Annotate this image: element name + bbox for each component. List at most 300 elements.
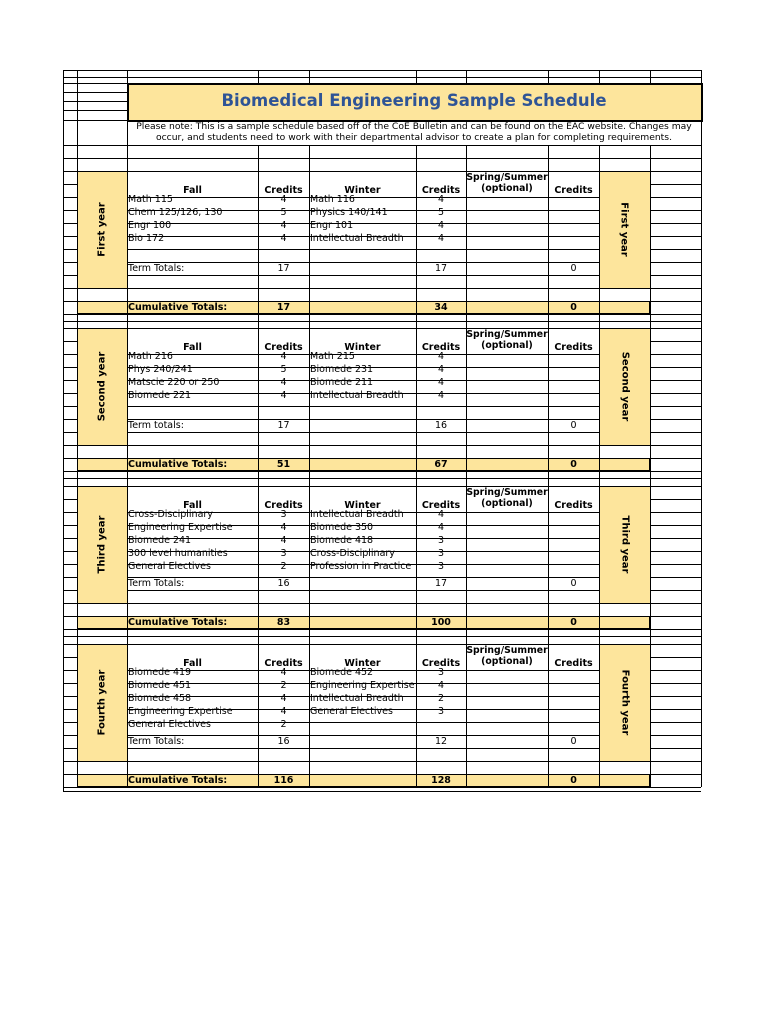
grid-line xyxy=(650,328,701,329)
grid-line xyxy=(548,629,549,644)
grid-line xyxy=(63,197,77,198)
grid-line xyxy=(650,236,701,237)
header-credits: Credits xyxy=(264,342,303,353)
winter-course: Biomede 452 xyxy=(310,667,374,678)
fall-course: General Electives xyxy=(128,561,211,572)
fall-course: Phys 240/241 xyxy=(128,364,193,375)
grid-line xyxy=(416,471,417,486)
header-winter: Winter xyxy=(344,185,381,196)
year-label-text: Third year xyxy=(619,515,631,574)
grid-line xyxy=(650,354,701,355)
grid-line xyxy=(63,101,127,102)
winter-course: Engr 101 xyxy=(310,220,354,231)
winter-course xyxy=(310,718,415,731)
term-total-fall: 17 xyxy=(277,420,290,431)
term-totals-label: Term Totals: xyxy=(128,263,185,274)
fall-course: 300 level humanities xyxy=(128,548,228,559)
fall-credits: 4 xyxy=(280,194,287,205)
term-total-fall: 16 xyxy=(277,578,290,589)
winter-credits: 4 xyxy=(437,377,445,388)
winter-course: Biomede 418 xyxy=(310,535,374,546)
year-label-text: Second year xyxy=(96,351,108,422)
grid-line xyxy=(650,761,651,787)
year-label-left xyxy=(77,644,127,761)
grid-line xyxy=(650,288,651,314)
schedule-sheet xyxy=(63,70,701,791)
grid-line xyxy=(650,445,651,471)
grid-line xyxy=(650,249,701,250)
cumulative-label: Cumulative Totals: xyxy=(128,302,228,313)
cumulative-fall: 83 xyxy=(276,617,291,628)
grid-line xyxy=(63,314,701,315)
grid-line xyxy=(63,236,77,237)
grid-line xyxy=(650,657,701,658)
grid-line xyxy=(63,471,701,472)
grid-line xyxy=(127,314,128,328)
winter-credits: 4 xyxy=(437,351,445,362)
grid-line xyxy=(63,223,77,224)
grid-line xyxy=(63,657,77,658)
grid-line xyxy=(63,670,77,671)
grid-line xyxy=(650,70,651,83)
winter-credits: 3 xyxy=(437,667,445,678)
grid-line xyxy=(77,70,78,171)
grid-line xyxy=(63,791,701,792)
grid-line xyxy=(650,709,701,710)
grid-line xyxy=(650,314,651,328)
fall-course: Biomede 451 xyxy=(128,680,192,691)
grid-line xyxy=(63,538,77,539)
grid-line xyxy=(63,92,127,93)
grid-line xyxy=(127,145,128,171)
grid-line xyxy=(127,748,599,749)
winter-credits: 4 xyxy=(437,194,445,205)
disclaimer-note: Please note: This is a sample schedule based off of the CoE Bulletin and can be found on the EAC website. Changes may occur, and students need to work with their departmental advisor to create a plan for completing requirements. xyxy=(136,121,692,143)
grid-line xyxy=(650,393,701,394)
grid-line xyxy=(650,670,701,671)
grid-line xyxy=(309,471,310,486)
grid-line xyxy=(650,145,651,171)
grid-line xyxy=(309,314,310,328)
winter-course xyxy=(310,245,415,258)
cumulative-spring: 0 xyxy=(570,302,577,313)
fall-course xyxy=(128,402,257,415)
grid-line xyxy=(63,499,77,500)
grid-line xyxy=(650,380,701,381)
grid-line xyxy=(548,145,549,171)
cumulative-winter: 67 xyxy=(434,459,448,470)
fall-credits: 4 xyxy=(280,535,287,546)
header-fall: Fall xyxy=(183,500,202,511)
grid-line xyxy=(63,478,701,479)
grid-line xyxy=(599,629,600,644)
winter-course: Biomede 211 xyxy=(310,377,374,388)
grid-line xyxy=(650,722,701,723)
term-total-winter: 17 xyxy=(434,578,448,589)
grid-line xyxy=(127,471,128,486)
grid-line xyxy=(701,83,702,171)
fall-credits: 2 xyxy=(280,680,287,691)
grid-line xyxy=(63,551,77,552)
year-label-left xyxy=(77,171,127,288)
grid-line xyxy=(701,288,702,314)
grid-line xyxy=(548,70,549,83)
grid-line xyxy=(650,644,651,761)
fall-course: Engr 100 xyxy=(128,220,172,231)
grid-line xyxy=(63,393,77,394)
cumulative-label: Cumulative Totals: xyxy=(128,459,228,470)
grid-line xyxy=(63,354,77,355)
cumulative-fall: 116 xyxy=(273,775,294,786)
grid-line xyxy=(63,77,701,78)
grid-line xyxy=(650,471,651,486)
grid-line xyxy=(650,735,701,736)
cumulative-fall: 17 xyxy=(276,302,291,313)
header-winter: Winter xyxy=(344,500,381,511)
fall-credits: 4 xyxy=(280,220,287,231)
grid-line xyxy=(63,328,77,329)
grid-line xyxy=(650,406,701,407)
fall-credits: 5 xyxy=(280,364,287,375)
grid-line xyxy=(650,197,701,198)
grid-line xyxy=(63,249,77,250)
grid-line xyxy=(416,145,417,171)
winter-credits xyxy=(417,402,465,415)
year-label-text: Third year xyxy=(96,515,108,574)
header-fall: Fall xyxy=(183,658,202,669)
grid-line xyxy=(599,314,600,328)
fall-course: Bio 172 xyxy=(128,233,165,244)
grid-line xyxy=(63,419,77,420)
grid-line xyxy=(63,275,77,276)
year-label-right xyxy=(599,486,650,603)
grid-line xyxy=(63,262,77,263)
cumulative-label: Cumulative Totals: xyxy=(128,617,228,628)
winter-credits: 4 xyxy=(437,509,445,520)
fall-course: Cross-Disciplinary xyxy=(128,509,213,520)
grid-line xyxy=(63,110,127,111)
grid-line xyxy=(127,432,599,433)
year-label-right xyxy=(599,644,650,761)
grid-line xyxy=(650,486,651,603)
winter-course: Math 116 xyxy=(310,194,355,205)
winter-course: Biomede 350 xyxy=(310,522,374,533)
grid-line xyxy=(63,629,701,630)
grid-line xyxy=(650,538,701,539)
winter-course xyxy=(310,402,415,415)
grid-line xyxy=(63,696,77,697)
grid-line xyxy=(63,577,77,578)
grid-line xyxy=(63,486,77,487)
header-spring: Spring/Summer (optional) xyxy=(466,645,548,667)
term-totals-label: Term Totals: xyxy=(128,736,185,747)
grid-line xyxy=(650,590,701,591)
grid-line xyxy=(701,603,702,629)
winter-course: Intellectual Breadth xyxy=(310,390,404,401)
grid-line xyxy=(701,445,702,471)
grid-line xyxy=(650,367,701,368)
grid-line xyxy=(63,171,77,172)
grid-line xyxy=(63,210,77,211)
winter-course: Math 215 xyxy=(310,351,355,362)
grid-line xyxy=(599,70,600,83)
winter-course: Profession in Practice xyxy=(310,561,412,572)
term-total-spring: 0 xyxy=(570,736,577,747)
winter-course: General Electives xyxy=(310,706,393,717)
fall-credits: 2 xyxy=(280,561,287,572)
cumulative-spring: 0 xyxy=(570,617,577,628)
grid-line xyxy=(63,406,77,407)
grid-line xyxy=(63,321,701,322)
grid-line xyxy=(63,590,77,591)
winter-credits: 4 xyxy=(437,680,445,691)
header-credits: Credits xyxy=(421,342,461,353)
grid-line xyxy=(63,644,77,645)
winter-credits: 2 xyxy=(437,693,445,704)
grid-line xyxy=(63,603,701,604)
grid-line xyxy=(77,629,78,644)
winter-course: Intellectual Breadth xyxy=(310,233,404,244)
grid-line xyxy=(258,314,259,328)
header-winter: Winter xyxy=(344,342,381,353)
grid-line xyxy=(77,314,78,328)
term-totals-label: Term Totals: xyxy=(128,578,185,589)
term-totals-label: Term totals: xyxy=(128,420,184,431)
grid-line xyxy=(548,314,549,328)
grid-line xyxy=(701,314,702,328)
winter-credits: 3 xyxy=(437,706,445,717)
header-credits: Credits xyxy=(554,658,593,669)
grid-line xyxy=(650,525,701,526)
grid-line xyxy=(650,275,701,276)
fall-credits xyxy=(259,245,308,258)
winter-course: Physics 140/141 xyxy=(310,207,388,218)
term-total-winter: 12 xyxy=(434,736,448,747)
fall-credits: 4 xyxy=(280,377,287,388)
term-total-winter: 17 xyxy=(434,263,448,274)
winter-credits: 4 xyxy=(437,522,445,533)
year-label-left xyxy=(77,486,127,603)
year-label-text: First year xyxy=(619,202,631,257)
fall-credits: 4 xyxy=(280,351,287,362)
header-spring: Spring/Summer (optional) xyxy=(466,329,548,351)
grid-line xyxy=(416,629,417,644)
fall-course: Biomede 419 xyxy=(128,667,192,678)
year-label-right xyxy=(599,328,650,445)
term-total-fall: 17 xyxy=(277,263,290,274)
grid-line xyxy=(63,145,701,146)
grid-line xyxy=(309,145,310,171)
grid-line xyxy=(701,761,702,787)
winter-credits: 4 xyxy=(437,390,445,401)
grid-line xyxy=(63,367,77,368)
cumulative-spring: 0 xyxy=(570,775,577,786)
fall-credits: 5 xyxy=(280,207,287,218)
grid-line xyxy=(416,70,417,83)
header-fall: Fall xyxy=(183,185,202,196)
fall-credits: 4 xyxy=(280,522,287,533)
grid-line xyxy=(650,419,701,420)
year-label-text: Fourth year xyxy=(96,669,108,736)
grid-line xyxy=(650,577,701,578)
fall-credits: 2 xyxy=(280,719,287,730)
grid-line xyxy=(63,636,701,637)
grid-line xyxy=(309,70,310,83)
winter-course: Intellectual Breadth xyxy=(310,509,404,520)
grid-line xyxy=(63,761,701,762)
fall-course: Biomede 241 xyxy=(128,535,192,546)
fall-course: General Electives xyxy=(128,719,211,730)
year-label-text: Fourth year xyxy=(619,669,630,736)
grid-line xyxy=(650,564,701,565)
grid-line xyxy=(650,696,701,697)
grid-line xyxy=(63,787,701,788)
grid-line xyxy=(466,314,467,328)
winter-credits: 3 xyxy=(437,548,445,559)
winter-credits: 3 xyxy=(437,535,445,546)
fall-course: Math 115 xyxy=(128,194,173,205)
grid-line xyxy=(63,288,701,289)
grid-line xyxy=(466,471,467,486)
fall-credits: 4 xyxy=(280,233,287,244)
term-total-spring: 0 xyxy=(570,420,577,431)
winter-credits: 4 xyxy=(437,233,445,244)
fall-credits: 4 xyxy=(280,706,287,717)
grid-line xyxy=(650,683,701,684)
fall-course: Engineering Expertise xyxy=(128,522,233,533)
fall-course: Chem 125/126, 130 xyxy=(128,207,223,218)
grid-line xyxy=(63,709,77,710)
winter-credits: 4 xyxy=(437,220,445,231)
grid-line xyxy=(650,629,651,644)
winter-course: Cross-Disciplinary xyxy=(310,548,395,559)
grid-line xyxy=(650,512,701,513)
header-credits: Credits xyxy=(264,658,303,669)
cumulative-fall: 51 xyxy=(276,459,291,470)
term-total-fall: 16 xyxy=(277,736,290,747)
grid-line xyxy=(258,471,259,486)
cumulative-spring: 0 xyxy=(570,459,577,470)
grid-line xyxy=(258,145,259,171)
grid-line xyxy=(650,603,651,629)
fall-course: Math 216 xyxy=(128,351,173,362)
grid-line xyxy=(650,644,701,645)
grid-line xyxy=(466,70,467,83)
grid-line xyxy=(63,184,77,185)
fall-credits: 4 xyxy=(280,390,287,401)
grid-line xyxy=(548,471,549,486)
fall-credits xyxy=(259,402,308,415)
fall-credits: 4 xyxy=(280,667,287,678)
grid-line xyxy=(63,158,701,159)
grid-line xyxy=(650,223,701,224)
term-total-spring: 0 xyxy=(570,263,577,274)
grid-line xyxy=(309,629,310,644)
header-credits: Credits xyxy=(421,185,461,196)
grid-line xyxy=(650,551,701,552)
grid-line xyxy=(650,184,701,185)
grid-line xyxy=(650,432,701,433)
grid-line xyxy=(63,564,77,565)
grid-line xyxy=(650,499,701,500)
grid-line xyxy=(63,445,701,446)
year-label-left xyxy=(77,328,127,445)
winter-credits: 5 xyxy=(437,207,445,218)
grid-line xyxy=(650,171,701,172)
grid-line xyxy=(701,70,702,83)
grid-line xyxy=(416,314,417,328)
winter-credits xyxy=(417,245,465,258)
winter-credits: 4 xyxy=(437,364,445,375)
grid-line xyxy=(701,471,702,486)
winter-course: Engineering Expertise xyxy=(310,680,415,691)
grid-line xyxy=(63,512,77,513)
grid-line xyxy=(258,629,259,644)
header-credits: Credits xyxy=(421,658,461,669)
grid-line xyxy=(466,145,467,171)
cumulative-label: Cumulative Totals: xyxy=(128,775,228,786)
grid-line xyxy=(650,328,651,445)
fall-course: Matscie 220 or 250 xyxy=(128,377,220,388)
header-spring: Spring/Summer (optional) xyxy=(466,487,548,509)
grid-line xyxy=(650,486,701,487)
cumulative-winter: 100 xyxy=(431,617,451,628)
header-credits: Credits xyxy=(264,185,303,196)
grid-line xyxy=(63,380,77,381)
fall-credits: 3 xyxy=(280,509,287,520)
fall-course: Engineering Expertise xyxy=(128,706,233,717)
grid-line xyxy=(63,748,77,749)
grid-line xyxy=(466,629,467,644)
year-label-right xyxy=(599,171,650,288)
winter-credits: 3 xyxy=(437,561,445,572)
grid-line xyxy=(650,262,701,263)
grid-line xyxy=(650,210,701,211)
grid-line xyxy=(650,748,701,749)
header-fall: Fall xyxy=(183,342,202,353)
fall-course xyxy=(128,245,257,258)
header-credits: Credits xyxy=(554,342,593,353)
grid-line xyxy=(599,471,600,486)
grid-line xyxy=(127,590,599,591)
grid-line xyxy=(63,525,77,526)
grid-line xyxy=(63,735,77,736)
header-spring: Spring/Summer (optional) xyxy=(466,172,548,194)
grid-line xyxy=(63,683,77,684)
fall-course: Biomede 221 xyxy=(128,390,192,401)
grid-line xyxy=(127,275,599,276)
grid-line xyxy=(258,70,259,83)
winter-course: Biomede 231 xyxy=(310,364,374,375)
cumulative-winter: 128 xyxy=(431,775,451,786)
header-winter: Winter xyxy=(344,658,381,669)
fall-credits: 4 xyxy=(280,693,287,704)
header-credits: Credits xyxy=(554,185,593,196)
term-total-spring: 0 xyxy=(570,578,577,589)
header-credits: Credits xyxy=(421,500,461,511)
grid-line xyxy=(77,471,78,486)
grid-line xyxy=(650,171,651,288)
page-title: Biomedical Engineering Sample Schedule xyxy=(221,91,607,110)
grid-line xyxy=(63,722,77,723)
term-total-winter: 16 xyxy=(434,420,448,431)
fall-course: Biomede 458 xyxy=(128,693,192,704)
grid-line xyxy=(63,432,77,433)
grid-line xyxy=(63,70,701,71)
grid-line xyxy=(63,341,77,342)
cumulative-winter: 34 xyxy=(434,302,448,313)
winter-credits xyxy=(417,718,465,731)
